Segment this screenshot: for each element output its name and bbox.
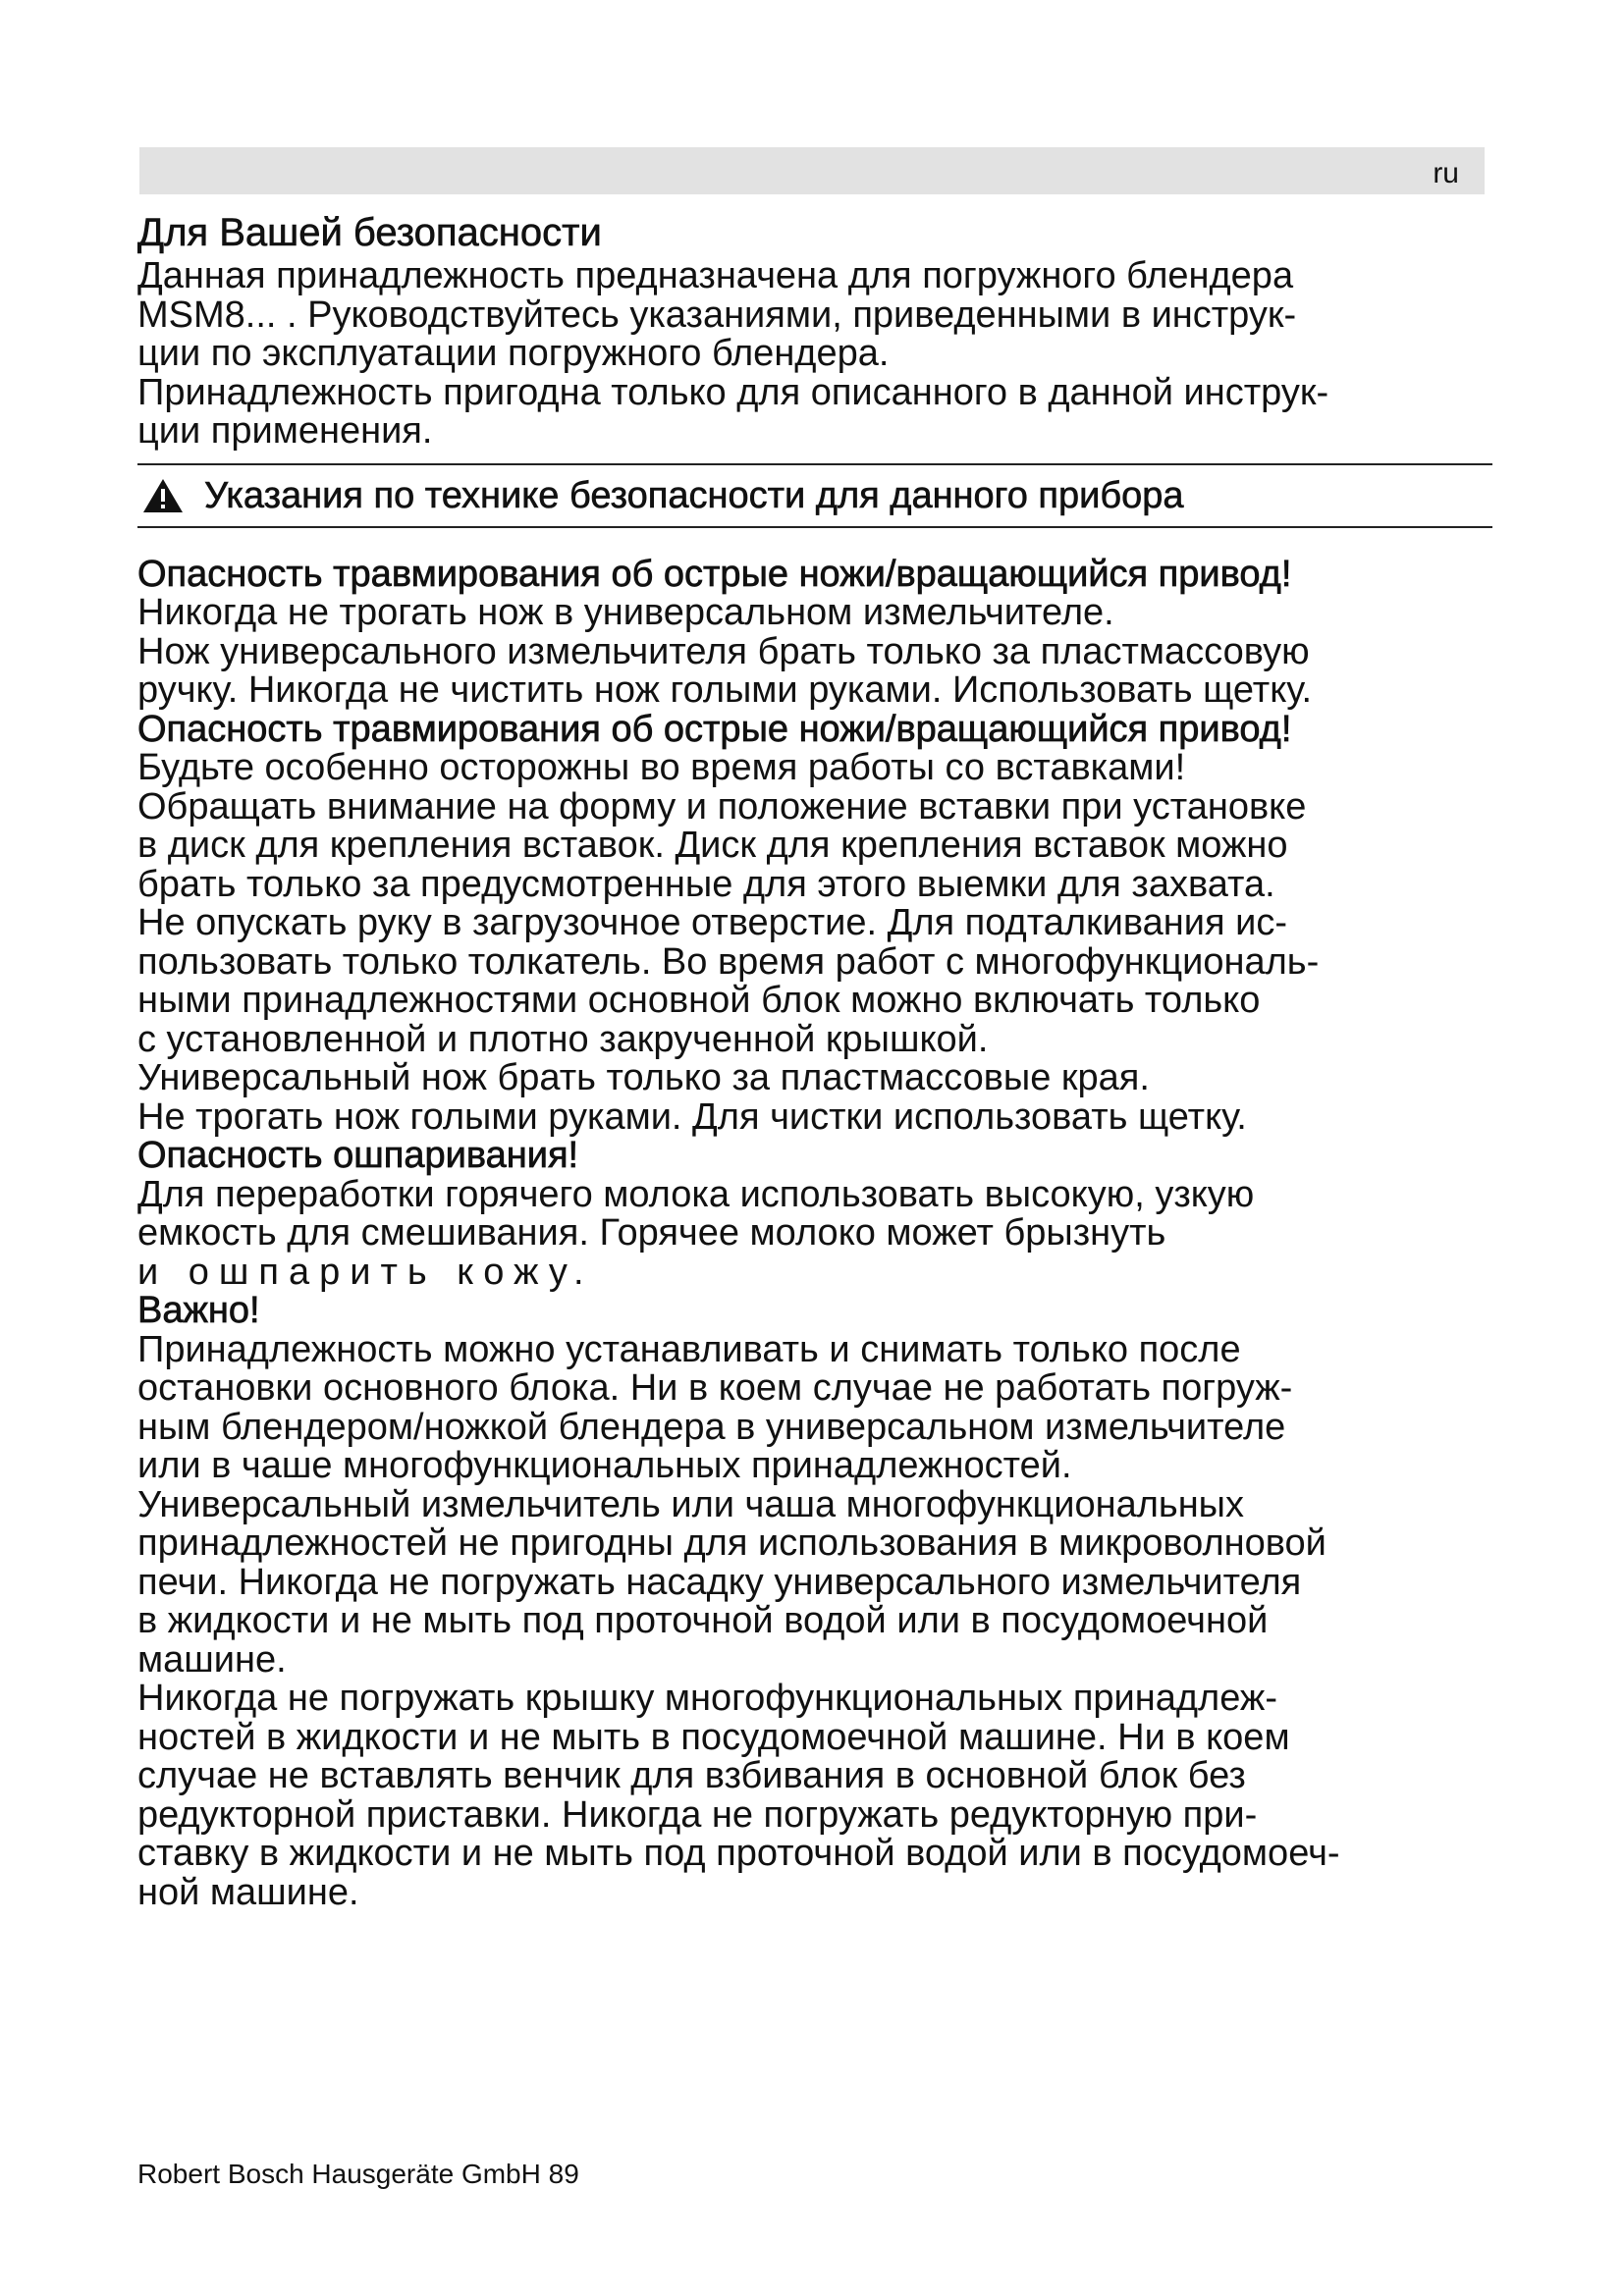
page-footer: Robert Bosch Hausgeräte GmbH 89	[137, 2159, 579, 2189]
language-code: ru	[1433, 157, 1459, 189]
text-line: Нож универсального измельчителя брать только за пластмассовую	[137, 630, 1310, 672]
text-line: Принадлежность можно устанавливать и снимать только после	[137, 1328, 1241, 1370]
text-line: Никогда не трогать нож в универсальном измельчителе.	[137, 592, 1114, 633]
warning-heading: Опасность травмирования об острые ножи/вращающийся привод!	[137, 708, 1292, 750]
text-line: ции по эксплуатации погружного блендера.	[137, 333, 890, 374]
text-line: ставку в жидкости и не мыть под проточной водой или в посудомоеч-	[137, 1833, 1340, 1874]
text-line: ной машине.	[137, 1871, 359, 1913]
text-line: Принадлежность пригодна только для описанного в данной инструк-	[137, 371, 1329, 413]
section-title: Для Вашей безопасности	[137, 211, 602, 254]
intro-paragraph	[137, 257, 1492, 452]
text-line: ностей в жидкости и не мыть в посудомоечной машине. Ни в коем	[137, 1716, 1290, 1758]
text-line: ными принадлежностями основной блок можно включать только	[137, 980, 1261, 1021]
text-line: в жидкости и не мыть под проточной водой или в посудомоечной	[137, 1600, 1269, 1641]
text-line: Никогда не погружать крышку многофункциональных принадлеж-	[137, 1678, 1278, 1719]
text-line: с установленной и плотно закрученной крышкой.	[137, 1018, 989, 1060]
text-line: пользовать только толкатель. Во время работ с многофункциональ-	[137, 940, 1320, 983]
text-line: ции применения.	[137, 410, 433, 452]
text-line: ным блендером/ножкой блендера в универсальном измельчителе	[137, 1406, 1286, 1448]
text-line: MSM8... . Руководствуйтесь указаниями, приведенными в инструк-	[137, 294, 1297, 336]
text-line: Обращать внимание на форму и положение вставки при установке	[137, 785, 1307, 828]
safety-instructions-title: Указания по технике безопасности для данного прибора	[204, 474, 1184, 516]
safety-title-row	[137, 465, 1492, 528]
safety-blocks	[137, 553, 1492, 1913]
warning-heading: Опасность травмирования об острые ножи/вращающийся привод!	[137, 553, 1292, 595]
text-line: Универсальный нож брать только за пластмассовые края.	[137, 1057, 1150, 1098]
text-line: принадлежностей не пригодны для использования в микроволновой	[137, 1522, 1326, 1564]
text-line: ручку. Никогда не чистить нож голыми руками. Использовать щетку.	[137, 669, 1313, 711]
text-line: брать только за предусмотренные для этого выемки для захвата.	[137, 863, 1275, 905]
text-line: случае не вставлять венчик для взбивания в основной блок без	[137, 1755, 1246, 1796]
text-line: машине.	[137, 1638, 287, 1681]
text-line: остановки основного блока. Ни в коем случае не работать погруж-	[137, 1367, 1293, 1409]
text-line: Не опускать руку в загрузочное отверстие. Для подталкивания ис-	[137, 902, 1287, 943]
text-line: Данная принадлежность предназначена для погружного блендера	[137, 255, 1294, 296]
text-line: Универсальный измельчитель или чаша многофункциональных	[137, 1483, 1244, 1525]
text-line: редукторной приставки. Никогда не погружать редукторную при-	[137, 1793, 1258, 1836]
warning-heading: Важно!	[137, 1290, 260, 1331]
header-bar	[139, 147, 1485, 194]
warning-triangle-icon	[141, 477, 185, 514]
text-line: печи. Никогда не погружать насадку универсального измельчителя	[137, 1561, 1302, 1603]
text-line: или в чаше многофункциональных принадлежностей.	[137, 1445, 1072, 1486]
text-line: и ошпарить кожу.	[137, 1251, 594, 1293]
text-line: Для переработки горячего молока использовать высокую, узкую	[137, 1173, 1255, 1215]
text-line: Будьте особенно осторожны во время работы со вставками!	[137, 747, 1186, 788]
text-line: Не трогать нож голыми руками. Для чистки использовать щетку.	[137, 1095, 1247, 1138]
warning-heading: Опасность ошпаривания!	[137, 1135, 579, 1176]
page-content	[137, 208, 1492, 1912]
text-line: в диск для крепления вставок. Диск для крепления вставок можно	[137, 825, 1288, 866]
text-line: емкость для смешивания. Горячее молоко может брызнуть	[137, 1212, 1166, 1254]
